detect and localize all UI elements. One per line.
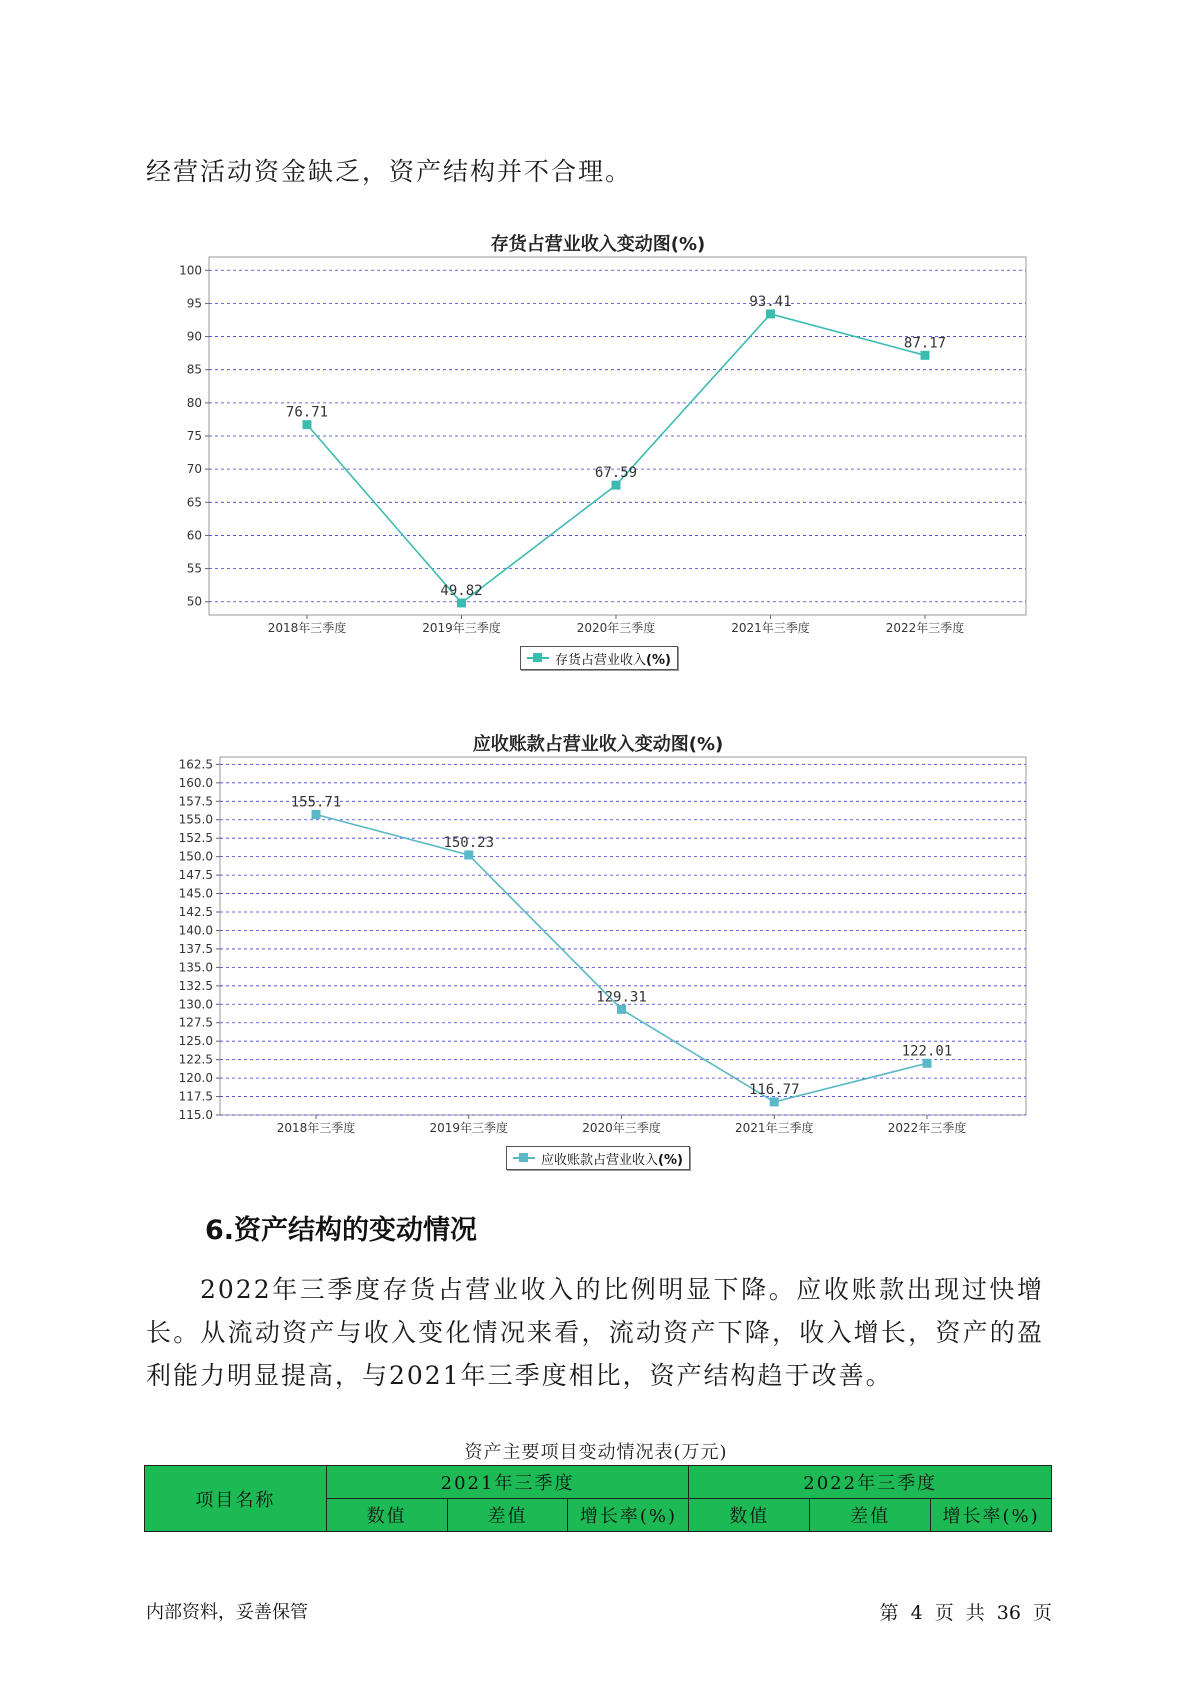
header-2022-diff: 差值 xyxy=(810,1499,931,1532)
x-tick-label: 2019年三季度 xyxy=(422,621,501,635)
data-label: 87.17 xyxy=(903,335,947,352)
y-tick-label: 55 xyxy=(186,561,202,576)
header-period-2022: 2022年三季度 xyxy=(689,1466,1052,1499)
y-tick-label: 147.5 xyxy=(178,868,213,883)
table-caption: 资产主要项目变动情况表(万元) xyxy=(464,1442,728,1463)
data-label: 76.71 xyxy=(285,404,329,421)
footer-confidential-note: 内部资料，妥善保管 xyxy=(146,1602,308,1623)
x-tick-label: 2021年三季度 xyxy=(731,621,810,635)
data-point xyxy=(770,1097,779,1106)
data-label: 49.82 xyxy=(440,582,483,599)
y-tick-label: 70 xyxy=(186,462,202,477)
paragraph-main: 2022年三季度存货占营业收入的比例明显下降。应收账款出现过快增长。从流动资产与收入变化情况来看，流动资产下降，收入增长，资产的盈利能力明显提高，与2021年三季度相比，资产结构趋于改善。 xyxy=(146,1275,1044,1390)
y-tick-label: 120.0 xyxy=(178,1071,213,1086)
x-tick-label: 2022年三季度 xyxy=(887,1121,967,1135)
data-label: 122.01 xyxy=(901,1043,953,1060)
plot-area xyxy=(220,757,1026,1115)
header-2022-growth: 增长率(%) xyxy=(931,1499,1052,1532)
x-tick-label: 2018年三季度 xyxy=(276,1121,356,1135)
y-tick-label: 60 xyxy=(186,528,202,543)
y-tick-label: 127.5 xyxy=(178,1015,213,1030)
chart2-title: 应收账款占营业收入变动图(%) xyxy=(472,734,724,755)
header-period-2021: 2021年三季度 xyxy=(326,1466,689,1499)
data-point xyxy=(312,810,321,819)
y-tick-label: 162.5 xyxy=(178,757,213,772)
header-2021-growth: 增长率(%) xyxy=(568,1499,689,1532)
y-tick-label: 152.5 xyxy=(178,831,213,846)
header-item-name: 项目名称 xyxy=(145,1466,327,1532)
y-tick-label: 125.0 xyxy=(178,1034,213,1049)
y-tick-label: 145.0 xyxy=(178,886,213,901)
footer-page-number: 第 4 页 共 36 页 xyxy=(879,1602,1052,1624)
chart1-title: 存货占营业收入变动图(%) xyxy=(490,234,706,255)
y-tick-label: 160.0 xyxy=(178,775,213,790)
y-tick-label: 142.5 xyxy=(178,905,213,920)
data-label: 155.71 xyxy=(290,794,342,811)
y-tick-label: 140.0 xyxy=(178,923,213,938)
header-2022-value: 数值 xyxy=(689,1499,810,1532)
y-tick-label: 85 xyxy=(186,362,202,377)
x-tick-label: 2022年三季度 xyxy=(885,621,965,635)
y-tick-label: 95 xyxy=(186,296,202,311)
data-label: 116.77 xyxy=(748,1081,800,1098)
data-label: 67.59 xyxy=(594,465,638,482)
y-tick-label: 115.0 xyxy=(178,1108,213,1122)
y-tick-label: 150.0 xyxy=(178,849,213,864)
y-tick-label: 117.5 xyxy=(178,1089,213,1104)
chart2-legend-label: 应收账款占营业收入(%) xyxy=(541,1152,683,1168)
section-heading: 6.资产结构的变动情况 xyxy=(205,1215,478,1246)
y-tick-label: 157.5 xyxy=(178,794,213,809)
data-label: 93.41 xyxy=(749,293,792,310)
y-tick-label: 155.0 xyxy=(178,812,213,827)
data-label: 129.31 xyxy=(596,989,647,1006)
chart1-legend-label: 存货占营业收入(%) xyxy=(555,652,671,668)
y-tick-label: 132.5 xyxy=(178,978,213,993)
y-tick-label: 122.5 xyxy=(178,1052,213,1067)
data-point xyxy=(617,1005,626,1014)
y-tick-label: 100 xyxy=(179,263,202,278)
data-point xyxy=(464,850,473,859)
x-tick-label: 2020年三季度 xyxy=(582,1121,661,1135)
y-tick-label: 137.5 xyxy=(178,941,213,956)
x-tick-label: 2019年三季度 xyxy=(429,1121,509,1135)
data-point xyxy=(923,1059,932,1068)
y-tick-label: 50 xyxy=(186,594,202,609)
x-tick-label: 2021年三季度 xyxy=(734,1121,814,1135)
header-2021-diff: 差值 xyxy=(447,1499,568,1532)
x-tick-label: 2018年三季度 xyxy=(267,621,347,635)
y-tick-label: 135.0 xyxy=(178,960,213,975)
y-tick-label: 130.0 xyxy=(178,997,213,1012)
y-tick-label: 90 xyxy=(186,329,202,344)
data-label: 150.23 xyxy=(443,834,495,851)
header-2021-value: 数值 xyxy=(326,1499,447,1532)
x-tick-label: 2020年三季度 xyxy=(576,621,656,635)
y-tick-label: 75 xyxy=(186,429,202,443)
chart2-legend xyxy=(506,1146,690,1170)
y-tick-label: 65 xyxy=(186,495,202,510)
paragraph-top: 经营活动资金缺乏，资产结构并不合理。 xyxy=(146,157,633,186)
y-tick-label: 80 xyxy=(186,395,202,410)
chart2-legend-marker-icon xyxy=(513,1153,535,1163)
asset-change-table xyxy=(144,1465,1052,1532)
